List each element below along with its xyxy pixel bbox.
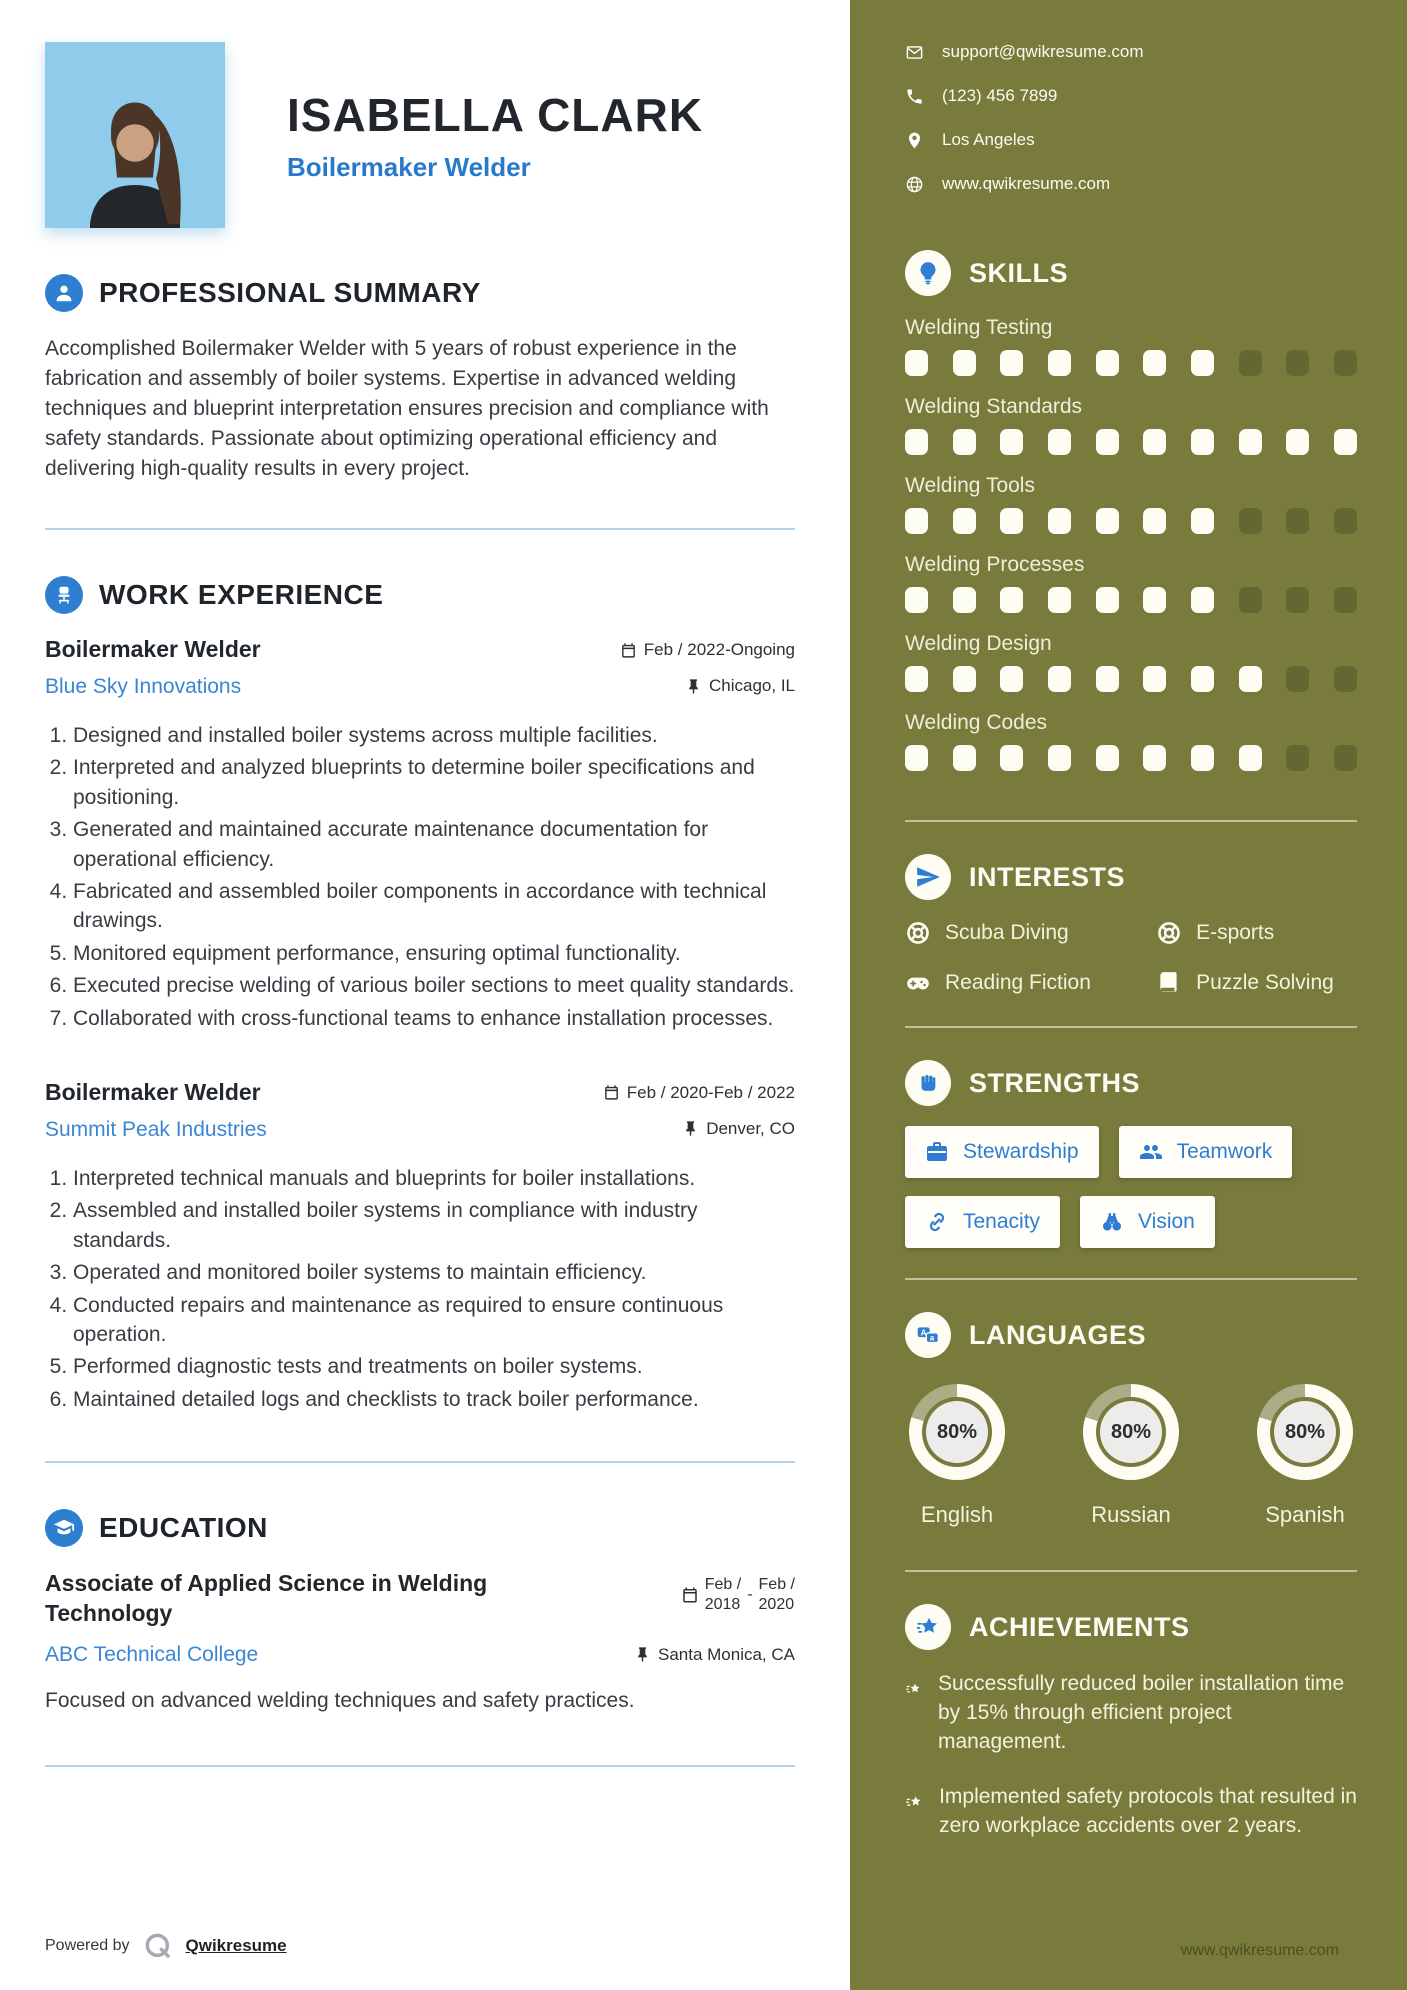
profile-photo [45, 42, 225, 228]
skill-dot-filled [1048, 350, 1071, 376]
skill-dot-filled [1096, 429, 1119, 455]
job-bullet: 2. Assembled and installed boiler systems in compliance with industry standards. [73, 1196, 795, 1255]
languages-header [905, 1312, 1357, 1358]
job-bullet: 5. Performed diagnostic tests and treatments on boiler systems. [73, 1352, 795, 1381]
skill-dot-empty [1334, 745, 1357, 771]
location-icon [905, 131, 924, 150]
skill-dot-filled [1191, 745, 1214, 771]
users-icon [1139, 1140, 1163, 1164]
skill-dot-filled [1239, 745, 1262, 771]
skill-dot-filled [1239, 429, 1262, 455]
job-title: Boilermaker Welder [45, 1078, 261, 1105]
skill-dot-filled [953, 587, 976, 613]
skill-dot-filled [1143, 350, 1166, 376]
website-link[interactable]: www.qwikresume.com [942, 174, 1111, 193]
job-bullet: 6. Executed precise welding of various boiler sections to meet quality standards. [73, 971, 795, 1000]
binoculars-icon [1100, 1210, 1124, 1234]
skill-dot-filled [953, 508, 976, 534]
job-header-row [45, 1079, 795, 1142]
book-icon [1156, 970, 1182, 996]
skill-name: Welding Tools [905, 474, 1035, 497]
date-separator: - [747, 1586, 753, 1604]
achievement-item [905, 1783, 1357, 1841]
skill-dot-empty [1239, 587, 1262, 613]
education-section [45, 1509, 795, 1713]
skill-dot-filled [1191, 350, 1214, 376]
skill-dot-filled [1096, 666, 1119, 692]
education-location: Santa Monica, CA [634, 1645, 795, 1665]
calendar-icon [603, 1084, 620, 1101]
job-title-block [45, 1079, 267, 1142]
company-link[interactable]: Summit Peak Industries [45, 1117, 267, 1141]
interests-header [905, 854, 1357, 900]
job-location-row [603, 1119, 795, 1139]
briefcase-icon [925, 1140, 949, 1164]
experience-header [45, 576, 795, 614]
chain-icon [925, 1210, 949, 1234]
person-name: ISABELLA CLARK [287, 88, 704, 141]
language-item [1083, 1384, 1179, 1528]
skill-dot-filled [905, 666, 928, 692]
education-header [45, 1509, 795, 1547]
pin-icon [682, 1120, 699, 1137]
job-bullet: 7. Collaborated with cross-functional teams to enhance installation processes. [73, 1004, 795, 1033]
skill-dot-filled [1000, 666, 1023, 692]
job-title: Boilermaker Welder [45, 636, 261, 663]
skill-dot-empty [1286, 666, 1309, 692]
job-bullet: 1. Interpreted technical manuals and blueprints for boiler installations. [73, 1164, 795, 1193]
job-bullet: 6. Maintained detailed logs and checklists to track boiler performance. [73, 1385, 795, 1414]
skill-dot-filled [905, 350, 928, 376]
skill-dot-filled [1000, 350, 1023, 376]
skill-dot-filled [953, 350, 976, 376]
skill-name: Welding Standards [905, 395, 1083, 418]
job-date: Feb / 2020-Feb / 2022 [626, 1082, 795, 1102]
job-title-block [45, 636, 261, 699]
achievements-list [905, 1670, 1357, 1867]
paper-plane-icon [905, 854, 951, 900]
skill-dot-empty [1334, 587, 1357, 613]
graduation-cap-icon [45, 1509, 83, 1547]
skill-dot-empty [1239, 350, 1262, 376]
interest-item [1156, 920, 1357, 946]
language-progress-ring [1083, 1384, 1179, 1480]
identity-header [45, 42, 795, 228]
lightbulb-icon [905, 250, 951, 296]
phone-value: (123) 456 7899 [942, 86, 1058, 105]
skill-dot-filled [905, 745, 928, 771]
life-ring-icon [1156, 920, 1182, 946]
skill-dot-filled [1000, 745, 1023, 771]
contact-website-row [905, 174, 1357, 194]
skill-dot-filled [1143, 508, 1166, 534]
sidebar [850, 0, 1407, 1990]
skills-header [905, 250, 1357, 296]
interest-item [905, 920, 1146, 946]
office-chair-icon [45, 576, 83, 614]
calendar-icon [620, 642, 637, 659]
name-block [287, 88, 703, 183]
skill-item [905, 474, 1357, 534]
divider [45, 528, 795, 530]
life-ring-icon [905, 920, 931, 946]
skill-item [905, 632, 1357, 692]
skill-name: Welding Design [905, 632, 1052, 655]
svg-text:A: A [920, 1328, 927, 1338]
experience-section [45, 576, 795, 1417]
language-item [909, 1384, 1005, 1528]
interest-label: E-sports [1196, 921, 1275, 944]
education-school-row [45, 1643, 795, 1667]
job-date-row [620, 640, 795, 660]
calendar-icon [620, 642, 637, 659]
pin-icon [634, 1646, 651, 1663]
qwikresume-brand-link[interactable]: Qwikresume [185, 1936, 287, 1955]
mail-icon [905, 43, 924, 62]
powered-by-label: Powered by [45, 1937, 130, 1954]
job-meta [603, 1079, 795, 1139]
achievement-item [905, 1670, 1357, 1757]
summary-section [45, 274, 795, 484]
language-progress-ring [1257, 1384, 1353, 1480]
achievement-text: Successfully reduced boiler installation time by 15% through efficient project management. [937, 1672, 1345, 1753]
skill-dot-filled [905, 508, 928, 534]
skill-dot-filled [1096, 508, 1119, 534]
shooting-star-icon [905, 1672, 922, 1706]
school-link[interactable]: ABC Technical College [45, 1642, 259, 1666]
education-title: EDUCATION [99, 1512, 268, 1544]
skills-title: SKILLS [969, 257, 1069, 288]
summary-header [45, 274, 795, 312]
skill-name: Welding Testing [905, 316, 1053, 339]
achievements-title: ACHIEVEMENTS [969, 1611, 1190, 1642]
skill-dot-filled [1000, 508, 1023, 534]
skill-rating [905, 508, 1357, 534]
strength-label: Tenacity [963, 1210, 1041, 1233]
divider [45, 1765, 795, 1767]
interest-item [905, 970, 1146, 996]
skill-dot-filled [1096, 745, 1119, 771]
job-bullet: 4. Fabricated and assembled boiler components in accordance with technical drawings. [73, 877, 795, 936]
binoculars-icon [1100, 1210, 1124, 1234]
job-entry [45, 636, 795, 1033]
job-bullet: 4. Conducted repairs and maintenance as required to ensure continuous operation. [73, 1291, 795, 1350]
education-degree-row [45, 1569, 795, 1629]
skill-dot-empty [1286, 745, 1309, 771]
skill-name: Welding Processes [905, 553, 1085, 576]
job-bullets [49, 721, 795, 1033]
skill-rating [905, 350, 1357, 376]
education-dates [681, 1569, 795, 1615]
gamepad-icon [905, 970, 931, 996]
date-end: Feb / 2020 [758, 1576, 795, 1614]
shooting-star-icon [905, 1783, 923, 1817]
book-icon [1156, 970, 1182, 996]
divider [45, 1461, 795, 1463]
skill-dot-filled [953, 666, 976, 692]
job-bullet: 5. Monitored equipment performance, ensuring optimal functionality. [73, 939, 795, 968]
job-location: Chicago, IL [709, 676, 795, 696]
pin-icon [682, 1120, 699, 1137]
skill-dot-filled [1048, 508, 1071, 534]
skill-dot-filled [1048, 587, 1071, 613]
shooting-star-icon [905, 1785, 923, 1819]
language-item [1257, 1384, 1353, 1528]
shooting-star-icon [905, 1670, 922, 1704]
summary-text: Accomplished Boilermaker Welder with 5 years of robust experience in the fabrication and assembly of boiler systems. Expertise in advanced welding techniques and blueprint interpretation ensures precision and compliance with safety standards. Passionate about optimizing operational efficiency and delivering high-quality results in every project. [45, 337, 769, 481]
skill-dot-filled [1286, 429, 1309, 455]
strength-chip [1080, 1196, 1215, 1248]
date-start: Feb / 2018 [704, 1576, 742, 1614]
gamepad-icon [905, 970, 931, 996]
calendar-icon [681, 1586, 699, 1604]
skill-dot-filled [1143, 587, 1166, 613]
skill-dot-filled [1048, 666, 1071, 692]
skill-dot-filled [905, 429, 928, 455]
language-name: Russian [1091, 1502, 1171, 1527]
email-link[interactable]: support@qwikresume.com [942, 42, 1144, 61]
contact-block [905, 42, 1357, 194]
language-progress-ring [909, 1384, 1005, 1480]
phone-icon [905, 87, 924, 106]
strength-chip [905, 1126, 1099, 1178]
person-photo-silhouette [60, 86, 210, 228]
languages-title: LANGUAGES [969, 1319, 1147, 1350]
skill-dot-filled [1143, 429, 1166, 455]
skill-dot-filled [1000, 429, 1023, 455]
skill-dot-empty [1286, 587, 1309, 613]
interest-item [1156, 970, 1357, 996]
language-percent: 80% [1100, 1401, 1162, 1463]
skill-name: Welding Codes [905, 711, 1048, 734]
skill-dot-filled [1334, 429, 1357, 455]
skill-dot-filled [905, 587, 928, 613]
location-value: Los Angeles [942, 130, 1035, 149]
interest-label: Scuba Diving [945, 921, 1069, 944]
degree-name: Associate of Applied Science in Welding Technology [45, 1570, 488, 1626]
sidebar-divider [905, 1570, 1357, 1572]
job-date: Feb / 2022-Ongoing [643, 640, 795, 660]
skill-item [905, 553, 1357, 613]
skill-dot-filled [1048, 745, 1071, 771]
skill-dot-filled [953, 745, 976, 771]
job-date-row [603, 1083, 795, 1103]
qwikresume-logo-icon [142, 1930, 174, 1962]
achievements-header [905, 1604, 1357, 1650]
job-location-row [620, 676, 795, 696]
skill-dot-filled [1191, 429, 1214, 455]
language-percent: 80% [1274, 1401, 1336, 1463]
interest-label: Reading Fiction [945, 971, 1091, 994]
user-icon [45, 274, 83, 312]
interest-label: Puzzle Solving [1196, 971, 1334, 994]
users-icon [1139, 1140, 1163, 1164]
contact-email-row [905, 42, 1357, 62]
strength-label: Vision [1138, 1210, 1195, 1233]
skill-item [905, 711, 1357, 771]
job-header-row [45, 636, 795, 699]
translate-icon [905, 1312, 951, 1358]
skill-item [905, 395, 1357, 455]
sidebar-divider [905, 820, 1357, 822]
education-description: Focused on advanced welding techniques and safety practices. [45, 1688, 635, 1712]
job-bullet: 3. Operated and monitored boiler systems to maintain efficiency. [73, 1258, 795, 1287]
skill-rating [905, 745, 1357, 771]
job-bullet: 3. Generated and maintained accurate maintenance documentation for operational efficiency. [73, 815, 795, 874]
language-name: English [920, 1502, 994, 1527]
skill-dot-filled [1143, 745, 1166, 771]
strengths-list [905, 1126, 1357, 1248]
skill-dot-empty [1334, 666, 1357, 692]
skill-dot-filled [1191, 587, 1214, 613]
skill-dot-filled [1096, 350, 1119, 376]
skill-dot-empty [1334, 508, 1357, 534]
strength-label: Teamwork [1176, 1140, 1273, 1163]
fist-icon [905, 1060, 951, 1106]
strengths-title: STRENGTHS [969, 1067, 1141, 1098]
life-ring-icon [1156, 920, 1182, 946]
skill-rating [905, 666, 1357, 692]
pin-icon [685, 678, 702, 695]
achievement-text: Implemented safety protocols that resulted in zero workplace accidents over 2 years. [939, 1784, 1357, 1837]
skill-dot-filled [1143, 666, 1166, 692]
skill-rating [905, 429, 1357, 455]
skills-list [905, 316, 1357, 790]
contact-phone-row [905, 86, 1357, 106]
sidebar-divider [905, 1278, 1357, 1280]
skill-dot-filled [1191, 666, 1214, 692]
skill-dot-filled [953, 429, 976, 455]
job-meta [620, 636, 795, 696]
job-location: Denver, CO [706, 1118, 795, 1138]
skill-rating [905, 587, 1357, 613]
skill-dot-empty [1286, 350, 1309, 376]
life-ring-icon [905, 920, 931, 946]
job-bullet: 2. Interpreted and analyzed blueprints to determine boiler specifications and positioning. [73, 753, 795, 812]
experience-title: WORK EXPERIENCE [99, 579, 384, 611]
skill-dot-filled [1191, 508, 1214, 534]
pin-icon [685, 678, 702, 695]
skill-item [905, 316, 1357, 376]
strength-chip [905, 1196, 1060, 1248]
company-link[interactable]: Blue Sky Innovations [45, 675, 242, 699]
svg-text:a: a [929, 1333, 935, 1343]
calendar-icon [603, 1084, 620, 1101]
skill-dot-filled [1239, 666, 1262, 692]
person-role: Boilermaker Welder [287, 151, 531, 182]
skill-dot-empty [1286, 508, 1309, 534]
job-entry [45, 1079, 795, 1414]
globe-icon [905, 175, 924, 194]
language-name: Spanish [1265, 1502, 1345, 1527]
skill-dot-filled [1096, 587, 1119, 613]
powered-by-footer [45, 1930, 795, 1962]
contact-location-row [905, 130, 1357, 150]
job-bullet: 1. Designed and installed boiler systems across multiple facilities. [73, 721, 795, 750]
skill-dot-empty [1334, 350, 1357, 376]
job-bullets [49, 1164, 795, 1414]
interests-list [905, 920, 1357, 996]
star-badge-icon [905, 1604, 951, 1650]
sidebar-footer-website: www.qwikresume.com [1180, 1942, 1339, 1959]
jobs-list [45, 636, 795, 1414]
strengths-header [905, 1060, 1357, 1106]
strength-chip [1119, 1126, 1293, 1178]
language-percent: 80% [926, 1401, 988, 1463]
skill-dot-filled [1048, 429, 1071, 455]
chain-icon [925, 1210, 949, 1234]
summary-title: PROFESSIONAL SUMMARY [99, 277, 481, 308]
briefcase-icon [925, 1140, 949, 1164]
strength-label: Stewardship [963, 1140, 1079, 1163]
skill-dot-empty [1239, 508, 1262, 534]
sidebar-divider [905, 1026, 1357, 1028]
languages-list [905, 1378, 1357, 1528]
interests-title: INTERESTS [969, 861, 1126, 892]
skill-dot-filled [1000, 587, 1023, 613]
